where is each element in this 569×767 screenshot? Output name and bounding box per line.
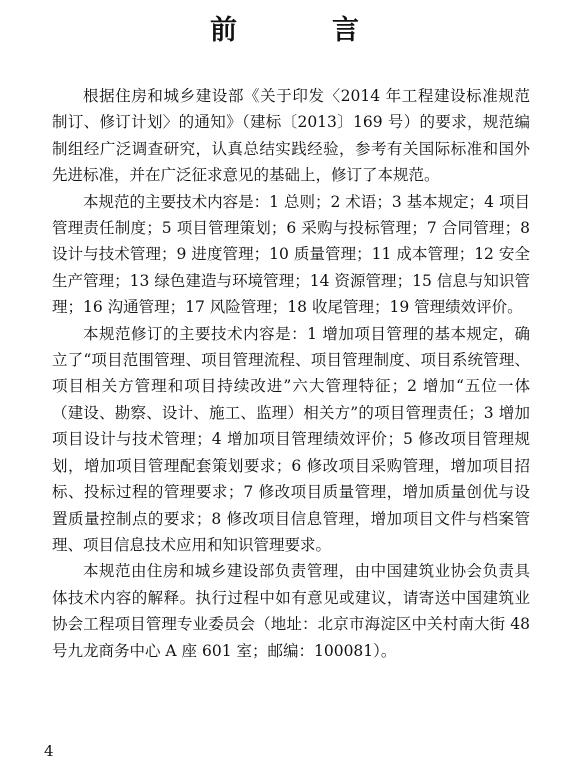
paragraph-main-contents: 本规范的主要技术内容是：1 总则；2 术语；3 基本规定；4 项目管理责任制度；5 项目管理策划；6 采购与投标管理；7 合同管理；8 设计与技术管理；9 进度管理；10 质量管理；11 成本管理；12 安全生产管理；13 绿色建造与环境管理；14 资源管理；15 信息与知识管理；16 沟通管理；17 风险管理；18 收尾管理；19 管理绩效评价。 (52, 192, 530, 317)
paragraph-revision-contents: 本规范修订的主要技术内容是：1 增加项目管理的基本规定，确立了“项目范围管理、项目管理流程、项目管理制度、项目系统管理、项目相关方管理和项目持续改进”六大管理特征；2 增加“五位一体（建设、勘察、设计、施工、监理）相关方”的项目管理责任；3 增加项目设计与技术管理；4 增加项目管理绩效评价；5 修改项目管理规划，增加项目管理配套策划要求；6 修改项目采购管理，增加项目招标、投标过程的管理要求；7 修改项目质量管理，增加质量创优与设置质量控制点的要求；8 修改项目信息管理，增加项目文件与档案管理、项目信息技术应用和知识管理要求。 (52, 324, 530, 554)
paragraph-basis: 根据住房和城乡建设部《关于印发〈2014 年工程建设标准规范制订、修订计划〉的通知》（建标〔2013〕169 号）的要求，规范编制组经广泛调查研究，认真总结实践经验，参考有关国际标准和国外先进标准，并在广泛征求意见的基础上，修订了本规范。 (52, 87, 530, 185)
document-body (52, 83, 530, 664)
paragraph-management-contact: 本规范由住房和城乡建设部负责管理，由中国建筑业协会负责具体技术内容的解释。执行过程中如有意见或建议，请寄送中国建筑业协会工程项目管理专业委员会（地址：北京市海淀区中关村南大街 48 号九龙商务中心 A 座 601 室；邮编：100081）。 (52, 562, 530, 660)
page-number: 4 (44, 742, 54, 760)
page-title: 前 言 (210, 15, 393, 46)
